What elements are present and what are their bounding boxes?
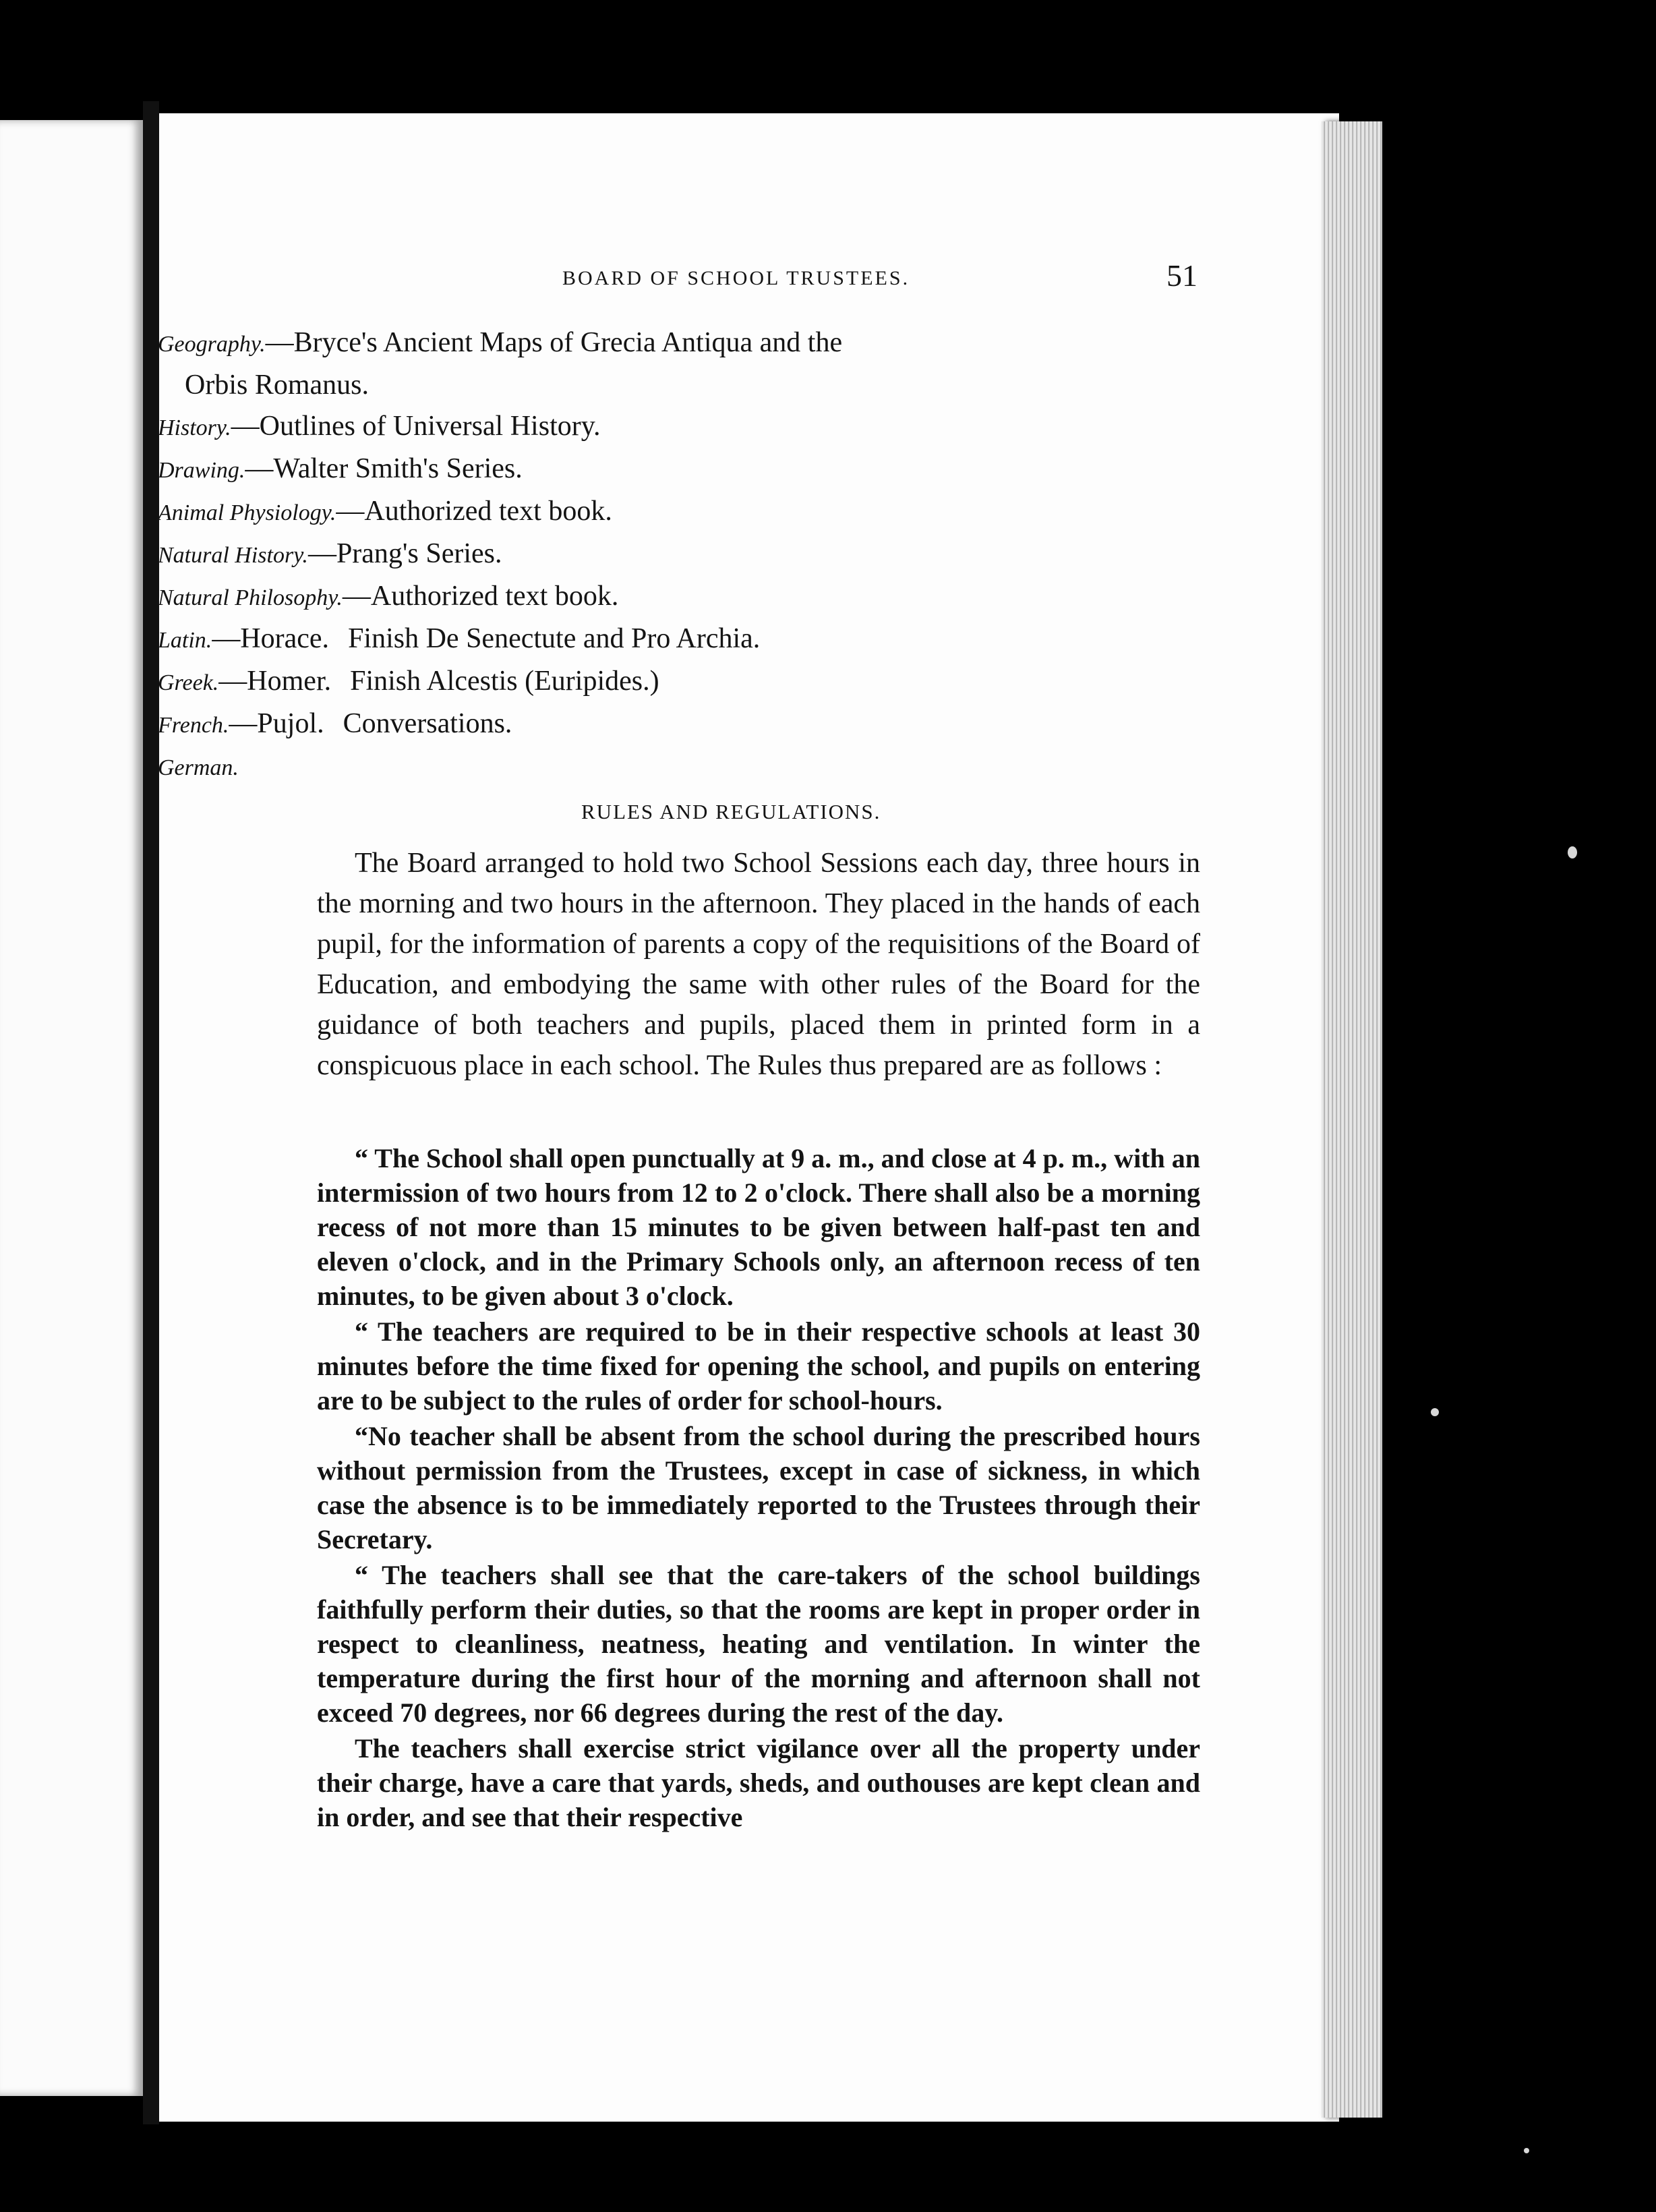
- subject-text: —Homer.: [218, 666, 332, 697]
- subject-line: [158, 618, 1210, 661]
- subject-line: [158, 322, 1210, 365]
- subject-name: Natural History.: [158, 543, 308, 568]
- subject-text: —Horace.: [212, 623, 330, 654]
- rule-paragraph: “No teacher shall be absent from the school during the prescribed hours without permission from the Trustees, except in case of sickness, in which case the absence is to be immediately reported to the Trustees through their Secretary.: [317, 1421, 1200, 1554]
- subject-name: Greek.: [158, 670, 219, 695]
- subject-text: —Walter Smith's Series.: [245, 453, 523, 484]
- subject-text: —Outlines of Universal History.: [231, 411, 601, 442]
- subject-name: German.: [158, 755, 239, 780]
- intro-paragraph: The Board arranged to hold two School Sessions each day, three hours in the morning and two hours in the afternoon. They placed in the hands of each pupil, for the information of parents a copy of the requisitions of the Board of Education, and embodying the same with other rules of the Board for the guidance of both teachers and pupils, placed them in printed form in a conspicuous place in each school. The Rules thus prepared are as follows :: [317, 848, 1200, 1081]
- subject-continuation: Orbis Romanus.: [185, 370, 369, 401]
- book-gutter: [143, 101, 159, 2124]
- subject-extra: Finish Alcestis (Euripides.): [350, 666, 659, 697]
- page-stack-edges: [1322, 121, 1382, 2118]
- subject-line: [158, 448, 1210, 491]
- rule-paragraph: The teachers shall exercise strict vigilance over all the property under their charge, have a care that yards, sheds, and outhouses are kept clean and in order, and see that their respective: [317, 1733, 1200, 1832]
- subject-line: [158, 406, 1210, 448]
- subject-text: —Prang's Series.: [307, 538, 502, 569]
- running-title: BOARD OF SCHOOL TRUSTEES.: [562, 267, 910, 289]
- subject-name: Animal Physiology.: [158, 500, 336, 525]
- subject-name: Latin.: [158, 628, 212, 653]
- page-number: 51: [1166, 258, 1197, 293]
- rule-paragraph: “ The School shall open punctually at 9 a. m., and close at 4 p. m., with an intermission of two hours from 12 to 2 o'clock. There shall also be a morning recess of not more than 15 minutes to be given between half-past ten and eleven o'clock, and in the Primary Schools only, an afternoon recess of ten minutes, to be given about 3 o'clock.: [317, 1143, 1200, 1311]
- subject-text: —Authorized text book.: [342, 581, 619, 612]
- subject-line: [158, 576, 1210, 618]
- previous-page-edge: [0, 120, 143, 2096]
- subject-text: —Pujol.: [229, 708, 324, 739]
- subject-extra: Finish De Senectute and Pro Archia.: [348, 623, 761, 654]
- rules-list: [317, 1141, 1200, 1836]
- subject-name: French.: [158, 713, 229, 738]
- rule-paragraph: “ The teachers are required to be in their respective schools at least 30 minutes before the time fixed for opening the school, and pupils on entering are to be subject to the rules of order for school-hours.: [317, 1316, 1200, 1416]
- subject-name: Geography.: [158, 332, 266, 357]
- subject-text: —Bryce's Ancient Maps of Grecia Antiqua and the: [265, 327, 843, 358]
- rule-paragraph: “ The teachers shall see that the care-takers of the school buildings faithfully perform their duties, so that the rooms are kept in proper order in respect to cleanliness, neatness, heating and ventilation. In winter the temperature during the first hour of the morning and afternoon shall not exceed 70 degrees, nor 66 degrees during the rest of the day.: [317, 1560, 1200, 1728]
- scan-speck: [1431, 1408, 1439, 1416]
- scan-speck: [1524, 2148, 1529, 2153]
- subject-name: Drawing.: [158, 458, 245, 483]
- subject-list: [158, 322, 1210, 788]
- subject-line: [158, 746, 1210, 788]
- scan-speck: [1568, 846, 1577, 858]
- section-heading: RULES AND REGULATIONS.: [581, 800, 881, 823]
- subject-line: [158, 491, 1210, 533]
- subject-name: Natural Philosophy.: [158, 585, 343, 610]
- subject-line: [158, 703, 1210, 746]
- subject-name: History.: [158, 415, 231, 440]
- subject-line: [158, 533, 1210, 576]
- subject-text: —Authorized text book.: [336, 496, 612, 527]
- subject-line: [158, 661, 1210, 703]
- subject-extra: Conversations.: [343, 708, 512, 739]
